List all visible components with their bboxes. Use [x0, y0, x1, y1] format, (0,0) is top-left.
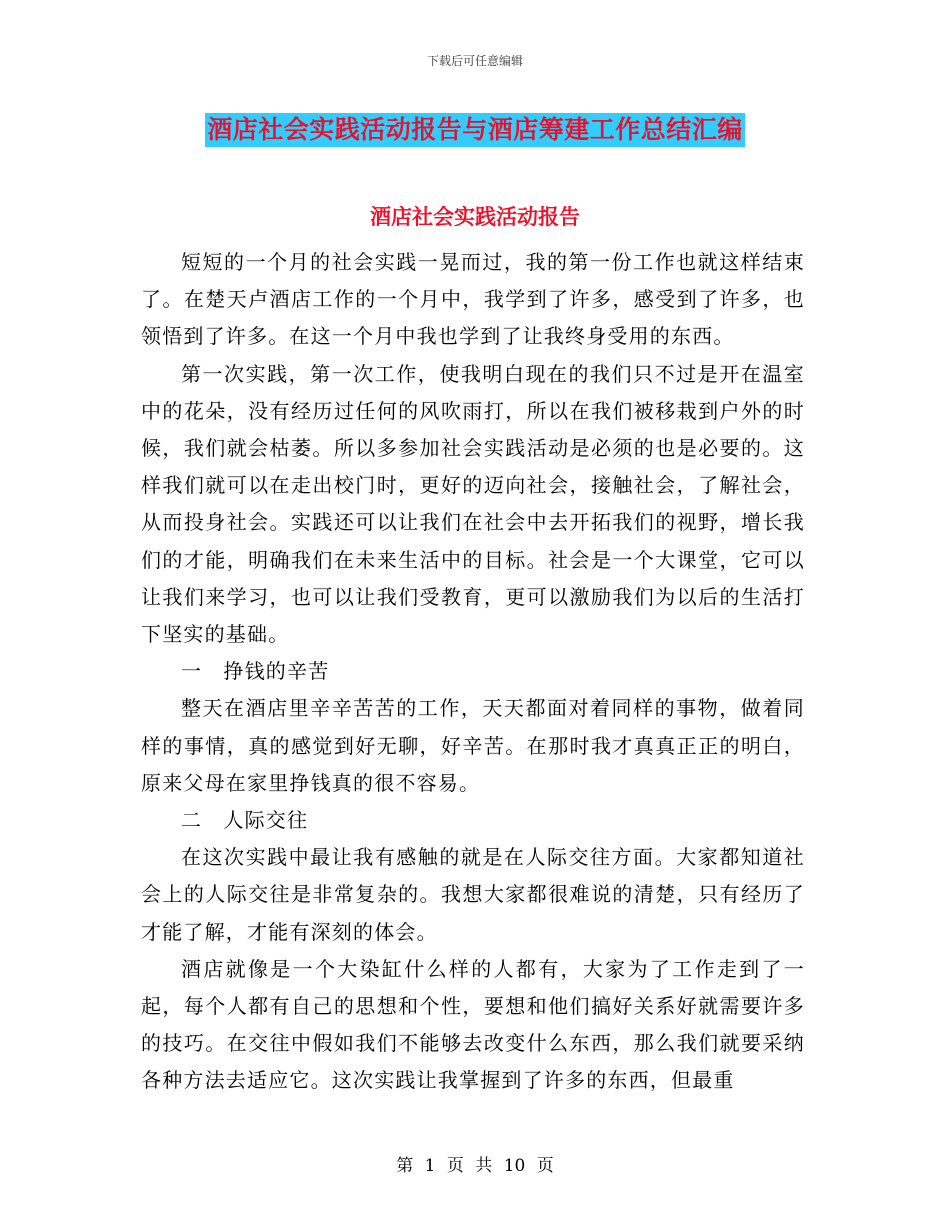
page-number: 第 1 页 共 10 页 — [396, 1156, 554, 1176]
subheading: 一 挣钱的辛苦 — [181, 659, 330, 684]
document-body — [141, 244, 805, 1100]
section-title: 酒店社会实践活动报告 — [370, 204, 580, 229]
main-title-container — [0, 113, 950, 147]
subheading: 二 人际交往 — [181, 808, 309, 833]
paragraph: 短短的一个月的社会实践一晃而过，我的第一份工作也就这样结束了。在楚天卢酒店工作的一个月中，我学到了许多，感受到了许多，也领悟到了许多。在这一个月中我也学到了让我终身受用的东西。 — [141, 250, 805, 349]
paragraph: 酒店就像是一个大染缸什么样的人都有，大家为了工作走到了一起，每个人都有自己的思想和个性，要想和他们搞好关系好就需要许多的技巧。在交往中假如我们不能够去改变什么东西，那么我们就要采纳各种方法去适应它。这次实践让我掌握到了许多的东西，但最重 — [141, 956, 805, 1093]
paragraph: 整天在酒店里辛辛苦苦的工作，天天都面对着同样的事物，做着同样的事情，真的感觉到好无聊，好辛苦。在那时我才真真正正的明白，原来父母在家里挣钱真的很不容易。 — [141, 696, 805, 795]
paragraph: 第一次实践，第一次工作，使我明白现在的我们只不过是开在温室中的花朵，没有经历过任何的风吹雨打，所以在我们被移栽到户外的时候，我们就会枯萎。所以多参加社会实践活动是必须的也是必要的。这样我们就可以在走出校门时，更好的迈向社会，接触社会，了解社会，从而投身社会。实践还可以让我们在社会中去开拓我们的视野，增长我们的才能，明确我们在未来生活中的目标。社会是一个大课堂，它可以让我们来学习，也可以让我们受教育，更可以激励我们为以后的生活打下坚实的基础。 — [141, 361, 805, 647]
page-header-note: 下载后可任意编辑 — [426, 54, 523, 68]
main-title: 酒店社会实践活动报告与酒店筹建工作总结汇编 — [205, 113, 745, 147]
paragraph: 在这次实践中最让我有感触的就是在人际交往方面。大家都知道社会上的人际交往是非常复杂的。我想大家都很难说的清楚，只有经历了才能了解，才能有深刻的体会。 — [141, 845, 805, 944]
